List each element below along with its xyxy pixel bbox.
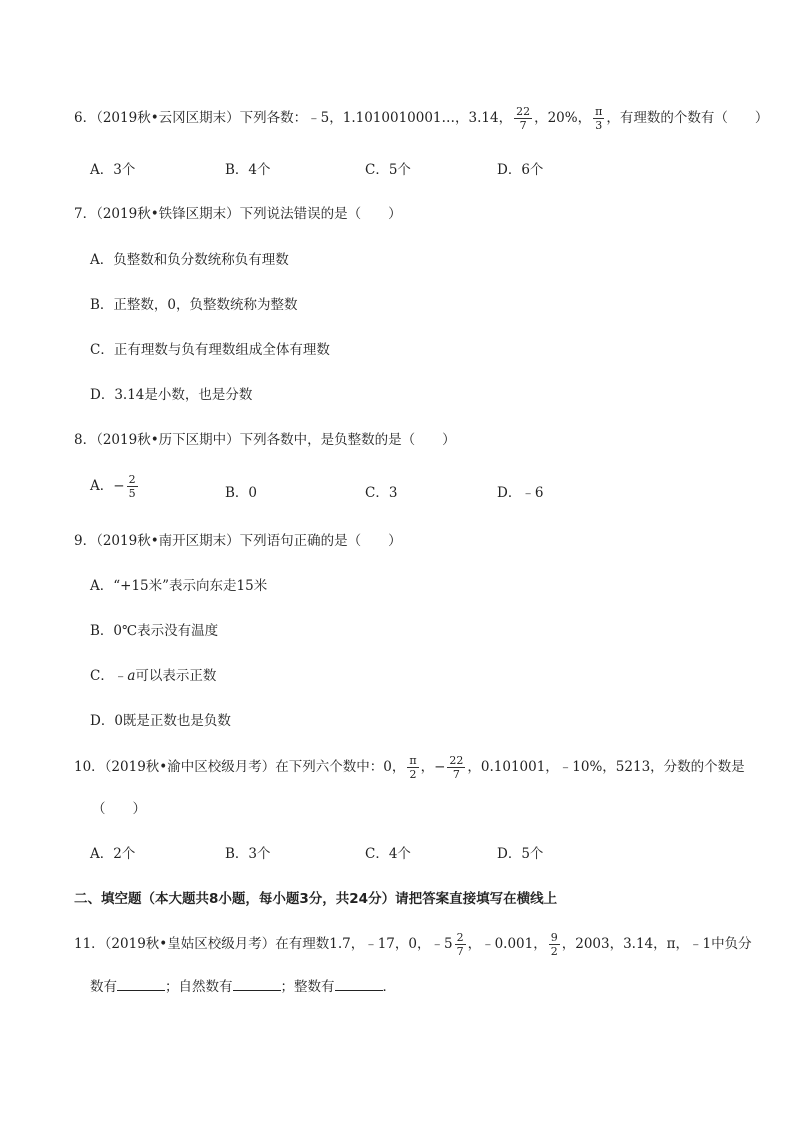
fraction-denominator: 2 — [409, 768, 417, 781]
fraction-numerator: π — [409, 754, 417, 767]
q6-stem — [74, 106, 768, 131]
q10-fraction-22-7 — [447, 755, 465, 780]
q9-option-d[interactable]: D．0既是正数也是负数 — [90, 713, 231, 729]
q10-fraction-pi-2 — [407, 755, 418, 780]
q6-option-d[interactable]: D．6个 — [497, 162, 544, 178]
q11-stem-text-b: ，﹣0.001， — [467, 936, 547, 952]
q9-option-c[interactable] — [90, 664, 216, 684]
q11-stem-text-a: 11．（2019秋•皇姑区校级月考）在有理数1.7，﹣17，0，﹣5 — [74, 936, 453, 952]
q11-stem-text-c: ，2003，3.14，π，﹣1中负分 — [561, 936, 752, 952]
answer-blank-integers[interactable] — [335, 978, 383, 991]
q7-option-c[interactable]: C．正有理数与负有理数组成全体有理数 — [90, 342, 330, 358]
q6-options — [90, 158, 650, 178]
q11-line2-text-d: ． — [382, 979, 396, 995]
q10-option-b[interactable]: B．3个 — [225, 846, 271, 862]
fraction-numerator: 2 — [128, 473, 136, 486]
q9-option-c-variable: a — [127, 668, 136, 684]
q8-option-a[interactable] — [90, 474, 140, 499]
q8-option-c[interactable]: C．3 — [365, 485, 398, 501]
q6-fraction-22-7 — [514, 106, 532, 131]
q9-stem: 9．（2019秋•南开区期末）下列语句正确的是（ ） — [74, 533, 402, 549]
q6-stem-text-a: 6．（2019秋•云冈区期末）下列各数：﹣5，1.1010010001…，3.14， — [74, 110, 513, 126]
answer-blank-negative-fractions[interactable] — [117, 978, 165, 991]
q11-line2 — [90, 975, 396, 995]
q8-fraction-2-5 — [127, 474, 138, 499]
fraction-denominator: 3 — [595, 119, 603, 132]
fraction-denominator: 7 — [452, 768, 460, 781]
q8-option-b[interactable]: B．0 — [225, 485, 258, 501]
q6-fraction-pi-3 — [593, 106, 604, 131]
fraction-numerator: 2 — [456, 931, 464, 944]
q6-stem-text-c: ，有理数的个数有（ ） — [606, 110, 769, 126]
fraction-numerator: 22 — [516, 105, 531, 118]
q10-option-d[interactable]: D．5个 — [497, 846, 544, 862]
q10-option-c[interactable]: C．4个 — [365, 846, 411, 862]
q8-option-d[interactable]: D．﹣6 — [497, 485, 544, 501]
q11-fraction-2-7 — [455, 932, 466, 957]
q11-fraction-9-2 — [549, 932, 560, 957]
q10-stem-bracket: （ ） — [92, 801, 146, 817]
q6-option-b[interactable]: B．4个 — [225, 162, 271, 178]
q10-stem-text-c: ，0.101001，﹣10%，5213，分数的个数是 — [467, 759, 745, 775]
q6-stem-text-b: ，20%， — [534, 110, 592, 126]
fraction-denominator: 2 — [550, 945, 558, 958]
fraction-numerator: 22 — [449, 754, 464, 767]
fraction-denominator: 7 — [519, 119, 527, 132]
fraction-numerator: π — [595, 105, 603, 118]
fraction-denominator: 7 — [456, 945, 464, 958]
q9-option-c-prefix: C．﹣ — [90, 668, 128, 684]
q6-option-a[interactable]: A．3个 — [90, 162, 136, 178]
q9-option-a[interactable]: A．“+15米”表示向东走15米 — [90, 578, 268, 594]
fraction-numerator: 9 — [550, 931, 558, 944]
section-2-title: 二、填空题（本大题共8小题，每小题3分，共24分）请把答案直接填写在横线上 — [74, 891, 558, 907]
q10-options — [90, 842, 650, 862]
q7-option-d[interactable]: D．3.14是小数，也是分数 — [90, 387, 253, 403]
q9-option-b[interactable]: B．0℃表示没有温度 — [90, 623, 219, 639]
q11-line2-text-b: ；自然数有 — [165, 979, 233, 995]
answer-blank-natural-numbers[interactable] — [233, 978, 281, 991]
q10-option-a[interactable]: A．2个 — [90, 846, 136, 862]
q10-stem — [74, 755, 745, 780]
q7-stem: 7．（2019秋•铁锋区期末）下列说法错误的是（ ） — [74, 206, 402, 222]
q7-option-b[interactable]: B．正整数，0，负整数统称为整数 — [90, 297, 298, 313]
q11-line2-text-c: ；整数有 — [280, 979, 335, 995]
q11-line2-text-a: 数有 — [90, 979, 117, 995]
q8-option-a-prefix: A．− — [90, 478, 125, 494]
q8-options — [90, 474, 650, 508]
fraction-denominator: 5 — [128, 487, 136, 500]
q10-stem-text-a: 10．（2019秋•渝中区校级月考）在下列六个数中：0， — [74, 759, 406, 775]
q7-option-a[interactable]: A．负整数和负分数统称负有理数 — [90, 252, 289, 268]
q9-option-c-suffix: 可以表示正数 — [135, 668, 217, 684]
q10-stem-text-b: ，− — [420, 759, 446, 775]
q11-stem — [74, 932, 752, 957]
q8-stem: 8．（2019秋•历下区期中）下列各数中，是负整数的是（ ） — [74, 432, 456, 448]
q6-option-c[interactable]: C．5个 — [365, 162, 411, 178]
